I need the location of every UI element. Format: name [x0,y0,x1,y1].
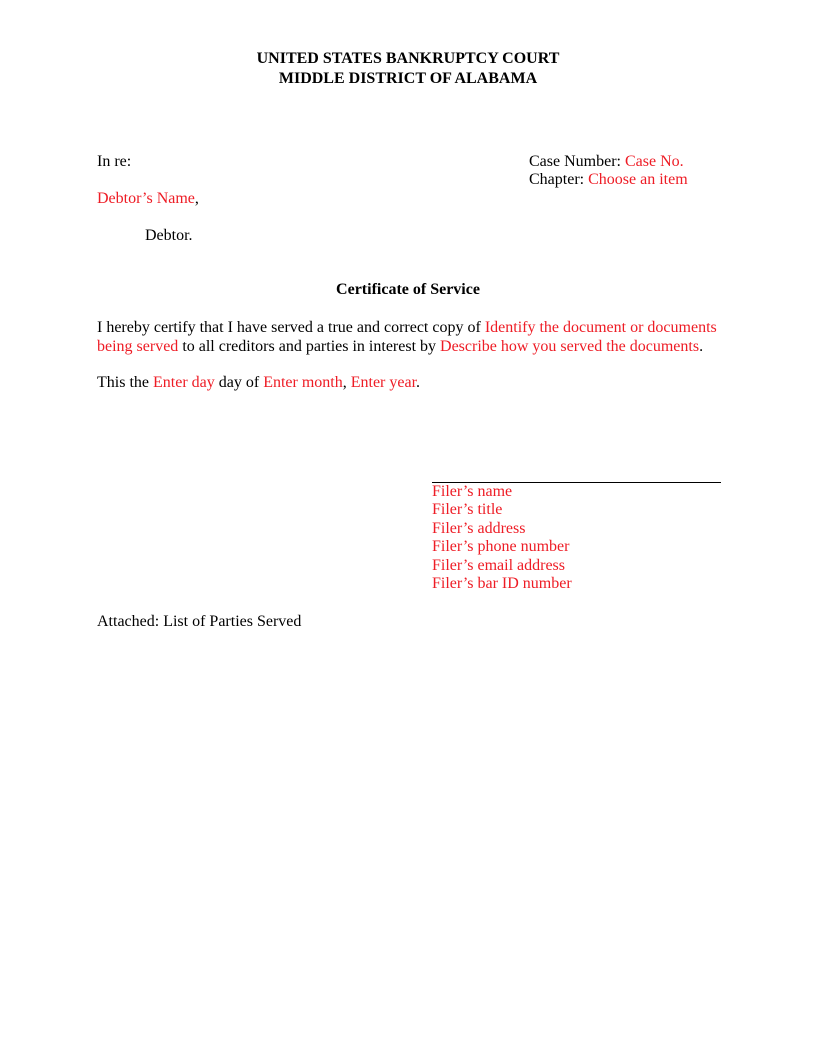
filer-email-field[interactable]: Filer’s email address [432,556,566,574]
date-line [97,374,420,392]
district-name: MIDDLE DISTRICT OF ALABAMA [278,70,538,87]
filer-bar-id-field[interactable]: Filer’s bar ID number [432,575,572,593]
case-number-line [529,153,684,171]
filer-address-field[interactable]: Filer’s address [432,519,526,537]
debtor-name-line [97,190,199,208]
debtor-name-field[interactable]: Debtor’s Name [97,190,195,207]
case-number-field[interactable]: Case No. [624,153,684,170]
debtor-name-comma: , [194,190,199,207]
date-text-1: This the [97,374,153,391]
document-field[interactable]: Identify the document or documents being served [97,319,717,355]
signature-block [432,483,572,593]
certify-text-3: . [699,338,704,355]
chapter-line [529,171,688,189]
attachment-note: Attached: List of Parties Served [97,613,302,630]
month-field[interactable]: Enter month [263,374,343,391]
in-re-label: In re: [97,153,132,170]
certify-text-2: to all creditors and parties in interest by [178,338,441,355]
filer-title-field[interactable]: Filer’s title [432,501,503,519]
certify-text-1: I hereby certify that I have served a true and correct copy of [97,319,485,336]
date-text-2: day of [214,374,264,391]
case-number-label: Case Number: [529,153,625,170]
certification-paragraph [97,318,727,356]
date-text-3: , [342,374,351,391]
chapter-label: Chapter: [529,171,589,188]
year-field[interactable]: Enter year [350,374,417,391]
court-header [0,49,816,89]
day-field[interactable]: Enter day [153,374,215,391]
court-name: UNITED STATES BANKRUPTCY COURT [256,50,560,67]
certificate-title: Certificate of Service [336,281,480,298]
filer-phone-field[interactable]: Filer’s phone number [432,538,570,556]
debtor-label: Debtor. [145,227,193,244]
date-text-4: . [416,374,421,391]
chapter-dropdown[interactable]: Choose an item [588,171,688,188]
service-method-field[interactable]: Describe how you served the documents [440,338,700,355]
filer-name-field[interactable]: Filer’s name [432,483,513,500]
